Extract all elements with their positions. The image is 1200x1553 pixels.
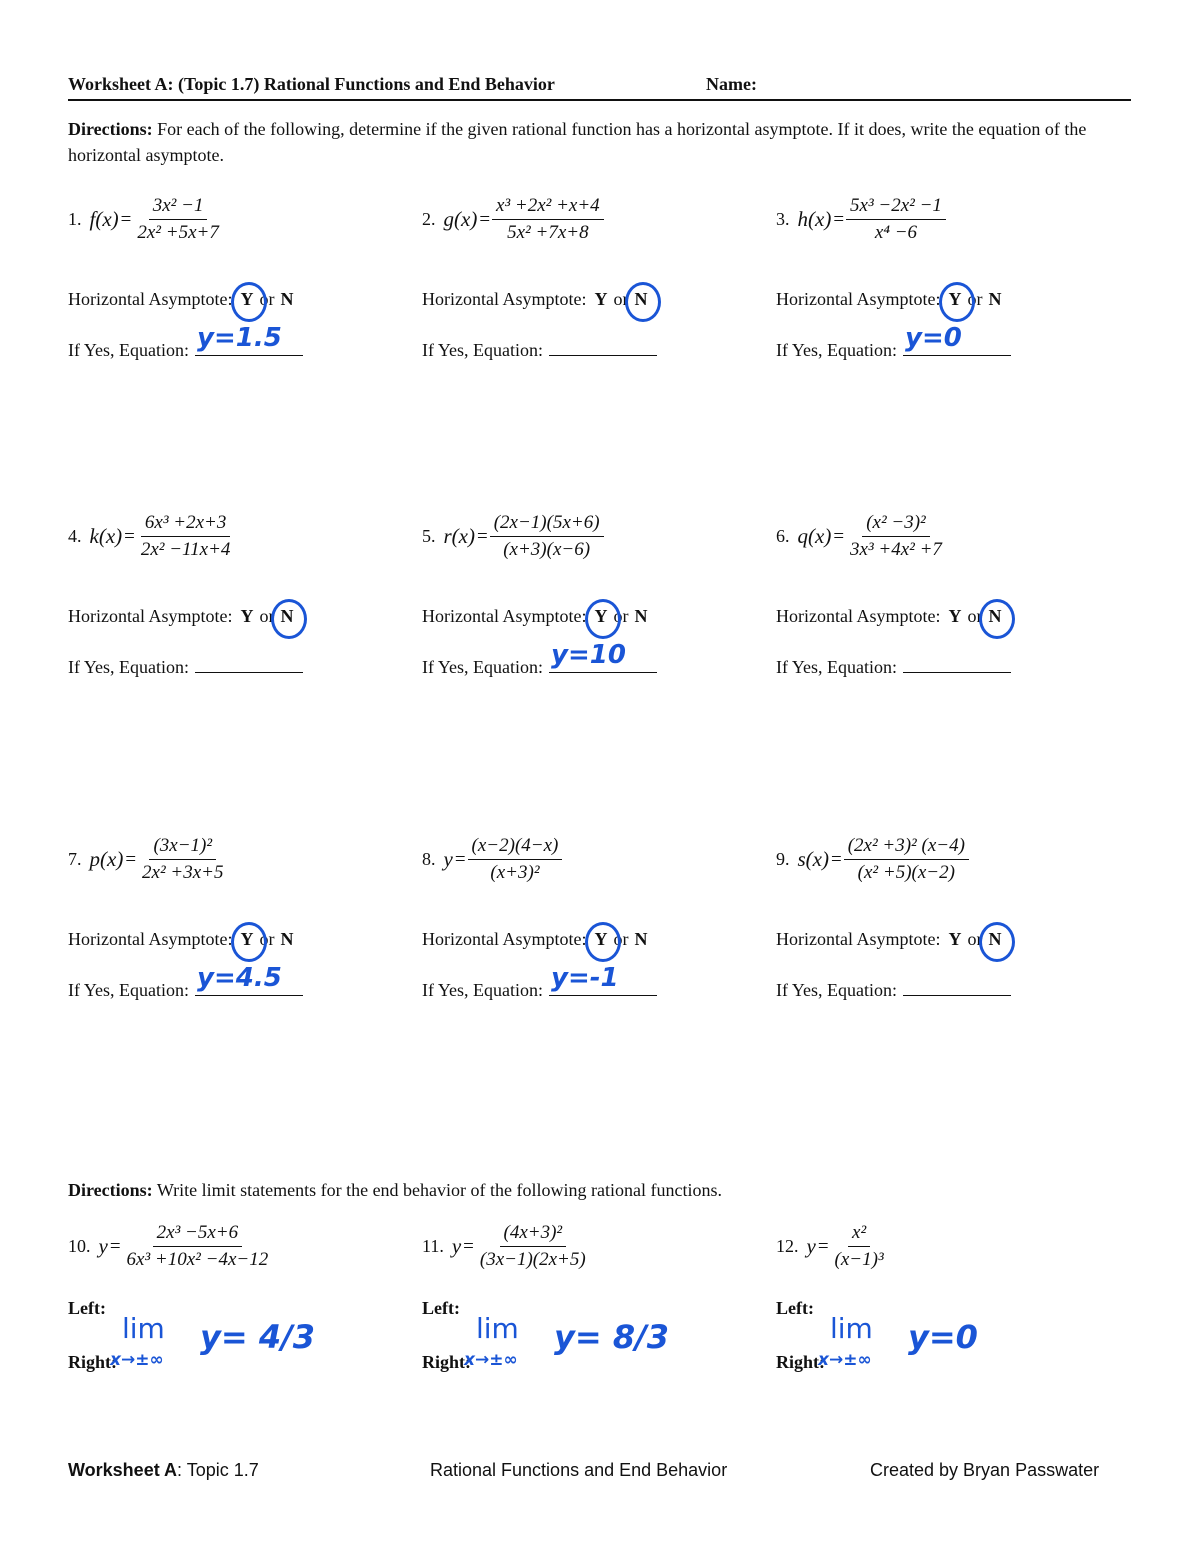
denominator: 2x² +3x+5 [142,862,224,883]
problem-number: 1. [68,209,82,229]
function-name: r(x) [443,524,475,548]
function-name: g(x) [443,207,478,231]
equals-sign: = [120,208,132,230]
limit-expression [68,1222,272,1271]
or-text: or [613,929,629,949]
numerator: 3x² −1 [149,195,208,220]
answer-circle [231,282,267,322]
equation-label: If Yes, Equation: [776,657,897,677]
numerator: x² [848,1222,870,1247]
answer-circle [939,282,975,322]
choice-y: Y [240,929,253,950]
handwritten-lim: lim [476,1312,519,1345]
problem-number: 2. [422,209,436,229]
function-name: q(x) [797,524,832,548]
asymptote-label: Horizontal Asymptote: [776,606,941,626]
equation-blank[interactable] [195,654,303,673]
limit-expression [422,1222,590,1271]
equation-blank[interactable] [195,963,303,996]
footer-left [68,1460,259,1481]
problem-number: 8. [422,849,436,869]
rational-expression [476,1222,590,1271]
rational-expression [137,512,235,561]
rational-expression [844,835,969,884]
directions-1-label: Directions: [68,119,153,139]
or-text: or [259,606,275,626]
choice-y: Y [594,289,608,309]
asymptote-label: Horizontal Asymptote: [422,606,587,626]
equals-sign: = [833,525,845,547]
numerator: (4x+3)² [500,1222,567,1247]
right-label: Right: [68,1352,117,1372]
equation-blank[interactable] [549,337,657,356]
equation-blank[interactable] [903,323,1011,356]
function-name: y [443,847,453,871]
asymptote-label: Horizontal Asymptote: [68,289,233,309]
problem-block-4 [68,512,408,692]
handwritten-answer: y=0 [905,323,962,353]
equals-sign: = [833,208,845,230]
equation-blank[interactable] [903,977,1011,996]
problem-expression [68,835,228,884]
handwritten-limit-answer: y= 4/3 [200,1318,316,1356]
rational-expression [123,1222,273,1271]
problem-block-6 [776,512,1116,692]
limit-block-11 [422,1222,762,1382]
or-text: or [967,606,983,626]
header-title: (Topic 1.7) Rational Functions and End Behavior [178,74,555,94]
choice-y: Y [240,606,254,626]
problem-number: 9. [776,849,790,869]
equals-sign: = [109,1235,121,1257]
equation-label: If Yes, Equation: [68,340,189,360]
function-name: p(x) [89,847,124,871]
handwritten-answer: y=10 [551,640,626,670]
equation-label: If Yes, Equation: [422,980,543,1000]
worksheet-header [68,74,555,95]
equals-sign: = [454,848,466,870]
equation-row [422,963,657,1001]
problem-expression [422,512,604,561]
denominator: (x² +5)(x−2) [857,862,955,883]
choice-y: Y [948,606,962,626]
problem-expression [776,512,946,561]
rational-expression [490,512,604,561]
handwritten-limit-answer: y=0 [908,1318,978,1356]
choice-n: N [280,929,294,949]
numerator: (3x−1)² [149,835,216,860]
problem-number: 10. [68,1236,91,1256]
numerator: (x² −3)² [862,512,930,537]
or-text: or [613,606,629,626]
choice-n: N [280,606,293,627]
handwritten-lim: lim [830,1312,873,1345]
function-name: k(x) [89,524,123,548]
function-name: y [451,1234,462,1258]
problem-expression [422,835,562,884]
handwritten-limit-sub: x→±∞ [110,1350,164,1370]
problem-block-5 [422,512,762,692]
choice-n: N [988,929,1001,950]
equation-row [776,654,1011,678]
equation-row [68,323,303,361]
answer-circle [625,282,661,322]
equals-sign: = [479,208,491,230]
problem-number: 12. [776,1236,799,1256]
footer-left-rest: : Topic 1.7 [177,1460,259,1480]
asymptote-label: Horizontal Asymptote: [776,929,941,949]
right-label: Right: [422,1352,471,1372]
problem-block-2 [422,195,762,375]
equation-blank[interactable] [195,323,303,356]
asymptote-row [776,929,1001,950]
header-title-bold: Worksheet A: [68,74,174,94]
left-label: Left: [776,1298,814,1318]
function-name: h(x) [797,207,832,231]
rational-expression [138,835,227,884]
function-name: f(x) [89,207,119,231]
limit-block-12 [776,1222,1116,1382]
denominator: (3x−1)(2x+5) [479,1249,586,1270]
equation-label: If Yes, Equation: [776,980,897,1000]
equals-sign: = [463,1235,474,1257]
answer-circle [979,599,1015,639]
equation-row [422,640,657,678]
equation-row [68,963,303,1001]
asymptote-label: Horizontal Asymptote: [422,929,587,949]
answer-circle [231,922,267,962]
problem-number: 3. [776,209,790,229]
numerator: (x−2)(4−x) [468,835,563,860]
problem-block-7 [68,835,408,1015]
problem-block-9 [776,835,1116,1015]
denominator: 2x² +5x+7 [137,222,219,243]
problem-block-8 [422,835,762,1015]
handwritten-answer: y=1.5 [197,323,282,353]
asymptote-row [68,289,293,310]
function-name: y [98,1234,108,1258]
equation-blank[interactable] [903,654,1011,673]
function-name: y [806,1234,816,1258]
directions-1-text: For each of the following, determine if the given rational function has a horizontal asymptote. If it does, write the equation of the horizontal asymptote. [68,119,1087,165]
asymptote-label: Horizontal Asymptote: [68,929,233,949]
asymptote-row [776,606,1001,627]
problem-expression [68,195,223,244]
problem-expression [422,195,604,244]
equation-row [776,977,1011,1001]
directions-1 [68,116,1128,168]
equation-label: If Yes, Equation: [422,340,543,360]
right-label: Right: [776,1352,825,1372]
problem-block-3 [776,195,1116,375]
denominator: 6x³ +10x² −4x−12 [126,1249,269,1270]
choice-y: Y [594,606,607,627]
denominator: (x+3)(x−6) [503,539,591,560]
problem-number: 5. [422,526,436,546]
numerator: 6x³ +2x+3 [141,512,230,537]
directions-2-label: Directions: [68,1180,153,1200]
or-text: or [259,929,275,949]
left-label: Left: [68,1298,106,1318]
equals-sign: = [830,848,842,870]
equals-sign: = [124,525,135,547]
choice-y: Y [948,929,962,949]
answer-circle [979,922,1015,962]
numerator: (2x−1)(5x+6) [490,512,604,537]
rational-expression [831,1222,888,1271]
denominator: (x−1)³ [834,1249,884,1270]
choice-n: N [280,289,294,309]
numerator: 5x³ −2x² −1 [846,195,946,220]
equals-sign: = [476,525,488,547]
or-text: or [613,289,629,309]
choice-y: Y [594,929,607,950]
equals-sign: = [125,848,137,870]
handwritten-lim: lim [122,1312,165,1345]
rational-expression [468,835,563,884]
left-label: Left: [422,1298,460,1318]
footer-left-bold: Worksheet A [68,1460,178,1480]
directions-2 [68,1177,722,1203]
problem-expression [776,835,969,884]
denominator: (x+3)² [490,862,540,883]
equation-row [422,337,657,361]
problem-number: 6. [776,526,790,546]
asymptote-label: Horizontal Asymptote: [776,289,941,309]
asymptote-row [422,289,647,310]
denominator: 2x² −11x+4 [140,539,231,560]
equation-row [68,654,303,678]
or-text: or [967,289,983,309]
header-rule [68,99,1131,101]
name-label: Name: [706,74,757,94]
problem-number: 4. [68,526,82,546]
problem-expression [68,512,234,561]
choice-n: N [634,606,648,626]
limit-block-10 [68,1222,408,1382]
equation-blank[interactable] [549,640,657,673]
equals-sign: = [817,1235,829,1257]
answer-circle [585,922,621,962]
equation-blank[interactable] [549,963,657,996]
answer-circle [271,599,307,639]
asymptote-row [776,289,1001,310]
limit-expression [776,1222,888,1271]
denominator: 3x³ +4x² +7 [850,539,942,560]
problem-number: 7. [68,849,82,869]
choice-y: Y [948,289,961,310]
function-name: s(x) [797,847,829,871]
numerator: (2x² +3)² (x−4) [844,835,969,860]
asymptote-label: Horizontal Asymptote: [68,606,233,626]
equation-row [776,323,1011,361]
choice-y: Y [240,289,253,310]
handwritten-answer: y=-1 [551,963,619,993]
handwritten-limit-sub: x→±∞ [464,1350,518,1370]
rational-expression [133,195,222,244]
problem-expression [776,195,946,244]
equation-label: If Yes, Equation: [776,340,897,360]
rational-expression [846,195,946,244]
rational-expression [492,195,604,244]
or-text: or [259,289,275,309]
choice-n: N [988,606,1001,627]
asymptote-label: Horizontal Asymptote: [422,289,587,309]
handwritten-limit-sub: x→±∞ [818,1350,872,1370]
asymptote-row [68,606,293,627]
problem-number: 11. [422,1236,444,1256]
asymptote-row [68,929,293,950]
footer-center: Rational Functions and End Behavior [430,1460,728,1480]
equation-label: If Yes, Equation: [68,657,189,677]
choice-n: N [634,289,647,310]
numerator: 2x³ −5x+6 [153,1222,242,1247]
numerator: x³ +2x² +x+4 [492,195,604,220]
handwritten-answer: y=4.5 [197,963,282,993]
choice-n: N [634,929,648,949]
denominator: 5x² +7x+8 [507,222,589,243]
or-text: or [967,929,983,949]
footer-right: Created by Bryan Passwater [870,1460,1100,1480]
asymptote-row [422,929,647,950]
equation-label: If Yes, Equation: [68,980,189,1000]
handwritten-limit-answer: y= 8/3 [554,1318,670,1356]
rational-expression [846,512,946,561]
answer-circle [585,599,621,639]
asymptote-row [422,606,647,627]
denominator: x⁴ −6 [874,222,918,243]
directions-2-text: Write limit statements for the end behavior of the following rational functions. [156,1180,722,1200]
equation-label: If Yes, Equation: [422,657,543,677]
problem-block-1 [68,195,408,375]
choice-n: N [988,289,1002,309]
